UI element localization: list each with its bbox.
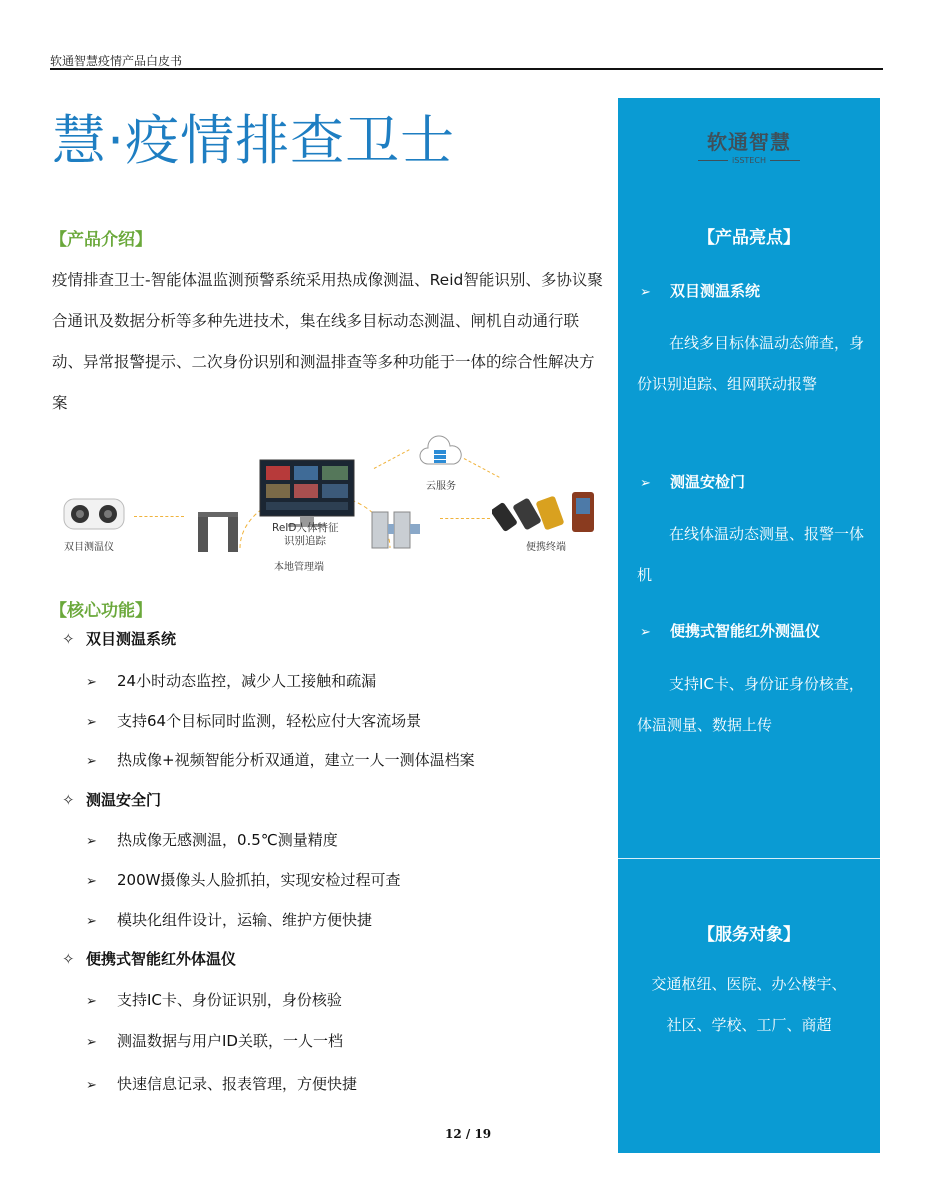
- header-divider: [50, 68, 883, 70]
- doc-header-title: 软通智慧疫情产品白皮书: [50, 54, 183, 68]
- feature-item: ➢ 测温数据与用户ID关联，一人一档: [86, 1032, 343, 1050]
- highlight-item-desc: 在线体温动态测量、报警一体机: [637, 525, 865, 584]
- highlight-item-title: ➢ 便携式智能红外测温仪: [640, 622, 821, 640]
- cloud-icon: [418, 434, 462, 470]
- feature-group-title: ✧ 双目测温系统: [62, 630, 177, 648]
- intro-heading: 【产品介绍】: [50, 230, 152, 250]
- portable-terminal-label: 便携终端: [526, 542, 566, 553]
- logo-text: 软通智慧: [707, 130, 791, 154]
- highlight-item-title: ➢ 测温安检门: [640, 473, 746, 491]
- diamond-bullet-icon: ✧: [62, 791, 75, 809]
- dashed-arrow: [464, 458, 500, 478]
- feature-item: ➢ 快速信息记录、报表管理，方便快捷: [86, 1075, 358, 1093]
- feature-item: ➢ 支持64个目标同时监测，轻松应付大客流场景: [86, 712, 422, 730]
- feature-item: ➢ 24小时动态监控，减少人工接触和疏漏: [86, 672, 377, 690]
- arrow-bullet-icon: ➢: [86, 994, 97, 1009]
- dashed-arrow: [134, 516, 184, 517]
- diamond-bullet-icon: ✧: [62, 950, 75, 968]
- arrow-bullet-icon: ➢: [86, 1035, 97, 1050]
- arrow-bullet-icon: ➢: [86, 754, 97, 769]
- arrow-bullet-icon: ➢: [86, 1078, 97, 1093]
- dual-camera-icon: [62, 495, 126, 533]
- highlight-item-desc: 在线多目标体温动态筛查，身份识别追踪、组网联动报警: [637, 334, 865, 393]
- arrow-bullet-icon: ➢: [86, 675, 97, 690]
- dashed-arrow: [440, 518, 490, 519]
- diamond-bullet-icon: ✧: [62, 630, 75, 648]
- service-line: 社区、学校、工厂、商超: [666, 1016, 832, 1034]
- highlights-heading: 【产品亮点】: [698, 228, 800, 248]
- arrow-bullet-icon: ➢: [640, 285, 651, 300]
- highlights-sidebar: [618, 98, 880, 1153]
- camera-label: 双目测温仪: [64, 542, 114, 553]
- feature-item: ➢ 支持IC卡、身份证识别，身份核验: [86, 991, 342, 1009]
- highlight-item-title: ➢ 双目测温系统: [640, 282, 761, 300]
- local-management-label: 本地管理端: [274, 562, 324, 573]
- arrow-bullet-icon: ➢: [86, 715, 97, 730]
- arrow-bullet-icon: ➢: [640, 476, 651, 491]
- service-heading: 【服务对象】: [698, 925, 800, 945]
- core-heading: 【核心功能】: [50, 601, 152, 621]
- cloud-label: 云服务: [426, 481, 456, 492]
- highlight-item-desc: 支持IC卡、身份证身份核查，体温测量、数据上传: [637, 675, 864, 734]
- sidebar-divider: [618, 858, 880, 859]
- turnstile-icon: [370, 504, 426, 550]
- feature-item: ➢ 热成像无感测温，0.5℃测量精度: [86, 831, 338, 849]
- system-diagram: [52, 428, 612, 584]
- reid-label-1: ReID人体特征: [272, 522, 339, 534]
- feature-group-title: ✧ 便携式智能红外体温仪: [62, 950, 237, 968]
- handheld-devices-icon: [492, 490, 602, 536]
- dashed-arrow: [374, 449, 410, 469]
- logo-subtext: iSSTECH: [732, 156, 766, 165]
- feature-group-title: ✧ 测温安全门: [62, 791, 162, 809]
- service-line: 交通枢纽、医院、办公楼宇、: [651, 975, 847, 993]
- feature-item: ➢ 200W摄像头人脸抓拍，实现安检过程可查: [86, 871, 401, 889]
- intro-paragraph: 疫情排查卫士-智能体温监测预警系统采用热成像测温、Reid智能识别、多协议聚合通讯及数据分析等多种先进技术，集在线多目标动态测温、闸机自动通行联动、异常报警提示、二次身份识别和测温排查等多种功能于一体的综合性解决方案: [52, 271, 603, 412]
- arrow-bullet-icon: ➢: [86, 914, 97, 929]
- arrow-bullet-icon: ➢: [640, 625, 651, 640]
- feature-item: ➢ 模块化组件设计，运输、维护方便快捷: [86, 911, 373, 929]
- reid-label-2: 识别追踪: [284, 535, 326, 547]
- page-title: 慧·疫情排查卫士: [52, 109, 456, 172]
- page-number: 12 / 19: [445, 1127, 492, 1141]
- company-logo: [618, 126, 880, 165]
- arrow-bullet-icon: ➢: [86, 834, 97, 849]
- feature-item: ➢ 热成像+视频智能分析双通道，建立一人一测体温档案: [86, 751, 475, 769]
- service-targets: [628, 964, 870, 1046]
- arrow-bullet-icon: ➢: [86, 874, 97, 889]
